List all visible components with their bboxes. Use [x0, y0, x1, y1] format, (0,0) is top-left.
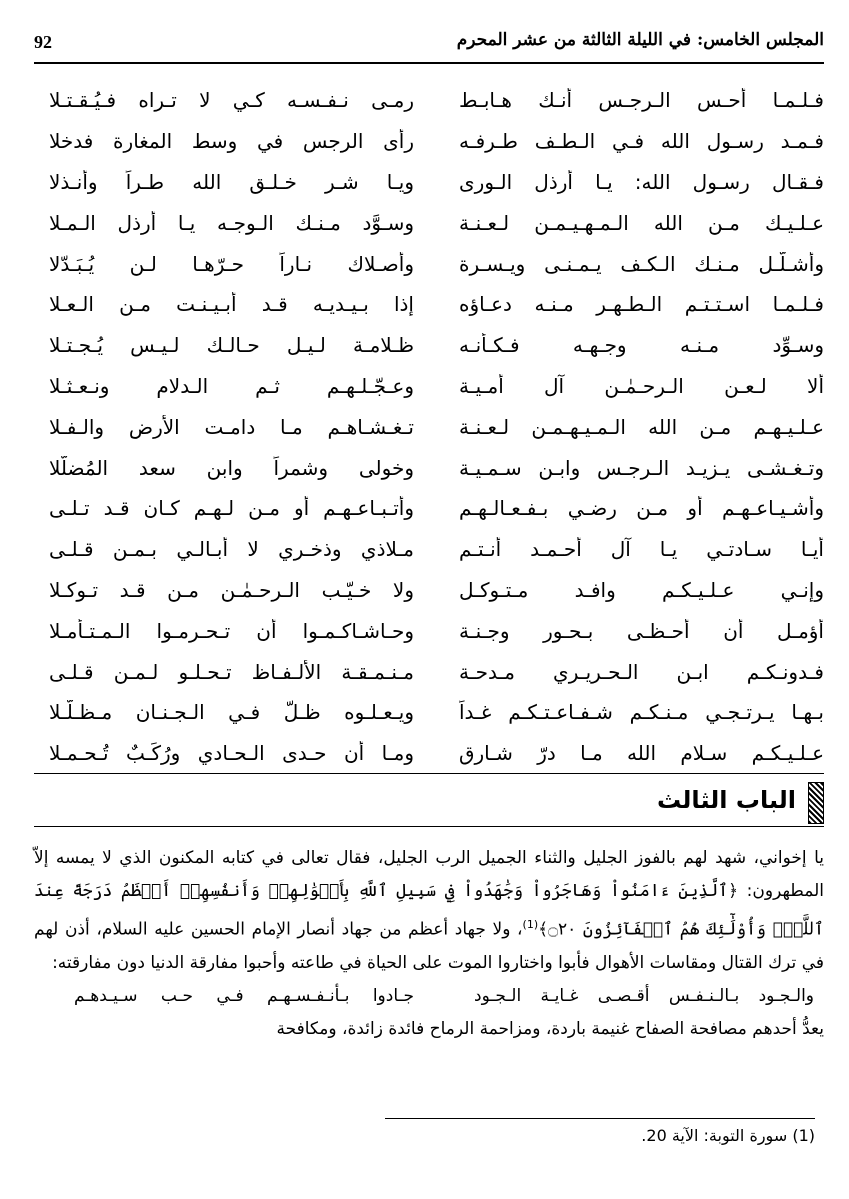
paragraph-1-end: ، ولا جهاد أعظم من جهاد أنصار الإمام الحسين عليه السلام، أذن لهم في ترك القتال ومقاسات الأهوال فأبوا واختاروا الموت على الحياة في طاعته وأحبوا مفارقة الدنيا دون مفارقته:	[34, 919, 824, 973]
verse-first-hemistich: فـمـد رسـول الله فـي الـطـف طـرفـه	[459, 129, 824, 154]
verse-line	[44, 610, 824, 651]
verse-line	[44, 80, 824, 121]
chapter-marker-icon	[808, 782, 824, 824]
footnote-reference: (1)	[522, 918, 539, 931]
chapter-heading	[34, 782, 824, 826]
verse-second-hemistich: وحـاشـاكـمـوا أن تـحـرمـوا الـمـتـأمـلا	[49, 618, 414, 643]
running-title: المجلس الخامس: في الليلة الثالثة من عشر المحرم	[456, 30, 824, 50]
verse-first-hemistich: عـلـيـهـم مـن الله الـمـيـهـمـن لـعـنـة	[459, 414, 824, 439]
verse-second-hemistich: ويـعـلـوه ظـلّ فـي الـجـنـان مـظـلّـلا	[49, 700, 414, 725]
verse-line	[44, 366, 824, 407]
verse-line	[44, 651, 824, 692]
paragraph-1	[34, 842, 824, 980]
verse-first-hemistich: أيـا سـادتـي يـا آل أحـمـد أنـتـم	[459, 537, 824, 562]
verse-second-hemistich: مـلاذي وذخـري لا أبـالـي بـمـن قـلـى	[49, 537, 414, 562]
verse-second-hemistich: إذا بـيـديـه قـد أبـيـنـت مـن الـعـلا	[49, 292, 414, 317]
verse-first-hemistich: فـقـال رسـول الله: يـا أرذل الـورى	[459, 169, 824, 194]
verse-line	[44, 529, 824, 570]
quoted-verse-left: والـجـود بـالـنـفـس أقـصـى غـايـة الـجـود	[474, 985, 814, 1006]
verse-first-hemistich: أؤمـل أن أحـظـى بـحـور وجـنـة	[459, 618, 824, 643]
verse-line	[44, 121, 824, 162]
verse-first-hemistich: فـلـمـا اسـتـتـم الـطـهـر مـنـه دعـاؤه	[459, 292, 824, 317]
quran-verse: ﴿ٱلَّذِينَ ءَامَنُواْ وَهَاجَرُواْ وَجَٰهَدُواْ فِي سَبِيلِ ٱللَّهِ بِأَمۡوَٰلِهِمۡ وَأَنفُسِهِمۡ أَعۡظَمُ دَرَجَةً عِندَ ٱللَّهِۚ وَأُوْلَٰٓئِكَ هُمُ ٱلۡفَآئِزُونَ ۝٢٠﴾	[34, 881, 824, 940]
verse-line	[44, 733, 824, 774]
verse-line	[44, 406, 824, 447]
verse-second-hemistich: وأتـبـاعـهـم أو مـن لـهـم كـان قـد تـلـى	[49, 496, 414, 521]
verse-first-hemistich: وتـغـشـى يـزيـد الـرجـس وابـن سـمـيـة	[459, 455, 824, 480]
verse-second-hemistich: وأصـلاك نـاراً حـرّهـا لـن يُـبَـدّلا	[49, 251, 414, 276]
quoted-verse-right: جـادوا بـأنـفـسـهـم فـي حـب سـيـدهـم	[74, 985, 414, 1006]
verse-line	[44, 243, 824, 284]
verse-second-hemistich: ولا خـيّـب الـرحـمٰـن مـن قـد تـوكـلا	[49, 577, 414, 602]
poem	[44, 80, 824, 774]
verse-line	[44, 202, 824, 243]
verse-line	[44, 692, 824, 733]
verse-first-hemistich: عـلـيـك مـن الله الـمـهـيـمـن لـعـنـة	[459, 210, 824, 235]
paragraph-2: يعدُّ أحدهم مصافحة الصفاح غنيمة باردة، ومزاحمة الرماح فائدة زائدة، ومكافحة	[276, 1018, 824, 1039]
verse-first-hemistich: فـدونـكـم ابـن الـحـريـري مـدحـة	[459, 659, 824, 684]
verse-line	[44, 284, 824, 325]
verse-first-hemistich: وأشـلّـل مـنـك الـكـف يـمـنـى ويـسـرة	[459, 251, 824, 276]
page-header	[34, 30, 824, 64]
verse-line	[44, 325, 824, 366]
verse-second-hemistich: ظـلامـة لـيـل حـالـك لـيـس يُـجـتـلا	[49, 333, 414, 358]
verse-first-hemistich: عـلـيـكـم سـلام الله مـا درّ شـارق	[459, 741, 824, 766]
verse-second-hemistich: رمـى نـفـسـه كـي لا تـراه فـيُـقـتـلا	[49, 88, 414, 113]
verse-second-hemistich: وعـجّـلـهـم ثـم الـدلام ونـعـثـلا	[49, 373, 414, 398]
verse-line	[44, 488, 824, 529]
verse-second-hemistich: ومـا أن حـدى الـحـادي ورُكَـبٌ تُـحـمـلا	[49, 741, 414, 766]
verse-first-hemistich: ألا لـعـن الـرحـمٰـن آل أمـيـة	[459, 373, 824, 398]
verse-second-hemistich: وسـوَّد مـنـك الـوجـه يـا أرذل الـمـلا	[49, 210, 414, 235]
verse-second-hemistich: تـغـشـاهـم مـا دامـت الأرض والـفـلا	[49, 414, 414, 439]
verse-first-hemistich: وسـوِّد مـنـه وجـهـه فـكـأنـه	[459, 333, 824, 358]
quoted-verse	[74, 980, 814, 1013]
footnote-divider	[385, 1118, 815, 1119]
verse-line	[44, 162, 824, 203]
footnote: (1) سورة التوبة: الآية 20.	[641, 1126, 815, 1145]
verse-first-hemistich: فـلـمـا أحـس الـرجـس أنـك هـابـط	[459, 88, 824, 113]
verse-first-hemistich: وأشـيـاعـهـم أو مـن رضـي بـفـعـالـهـم	[459, 496, 824, 521]
verse-first-hemistich: وإنـي عـلـيـكـم وافـد مـتـوكـل	[459, 577, 824, 602]
chapter-divider	[34, 826, 824, 827]
body-text	[34, 842, 824, 1046]
verse-second-hemistich: رأى الرجس في وسط المغارة فدخلا	[49, 129, 414, 154]
verse-second-hemistich: وخولى وشمراً وابن سعد المُضلّلا	[49, 455, 414, 480]
verse-line	[44, 570, 824, 611]
poem-divider	[34, 773, 824, 774]
verse-second-hemistich: مـنـمـقـة الألـفـاظ تـحـلـو لـمـن قـلـى	[49, 659, 414, 684]
paragraph-1-start: يا إخواني، شهد لهم بالفوز الجليل والثناء الجميل الرب الجليل، فقال تعالى في كتابه المكنون الذي لا يمسه إلاّ المطهرون:	[34, 848, 824, 901]
chapter-title: الباب الثالث	[657, 786, 796, 814]
verse-line	[44, 447, 824, 488]
verse-first-hemistich: بـهـا يـرتـجـي مـنـكـم شـفـاعـتـكـم غـداً	[459, 700, 824, 725]
verse-second-hemistich: ويـا شـر خـلـق الله طـراً وأنـذلا	[49, 169, 414, 194]
page-number: 92	[34, 32, 52, 52]
